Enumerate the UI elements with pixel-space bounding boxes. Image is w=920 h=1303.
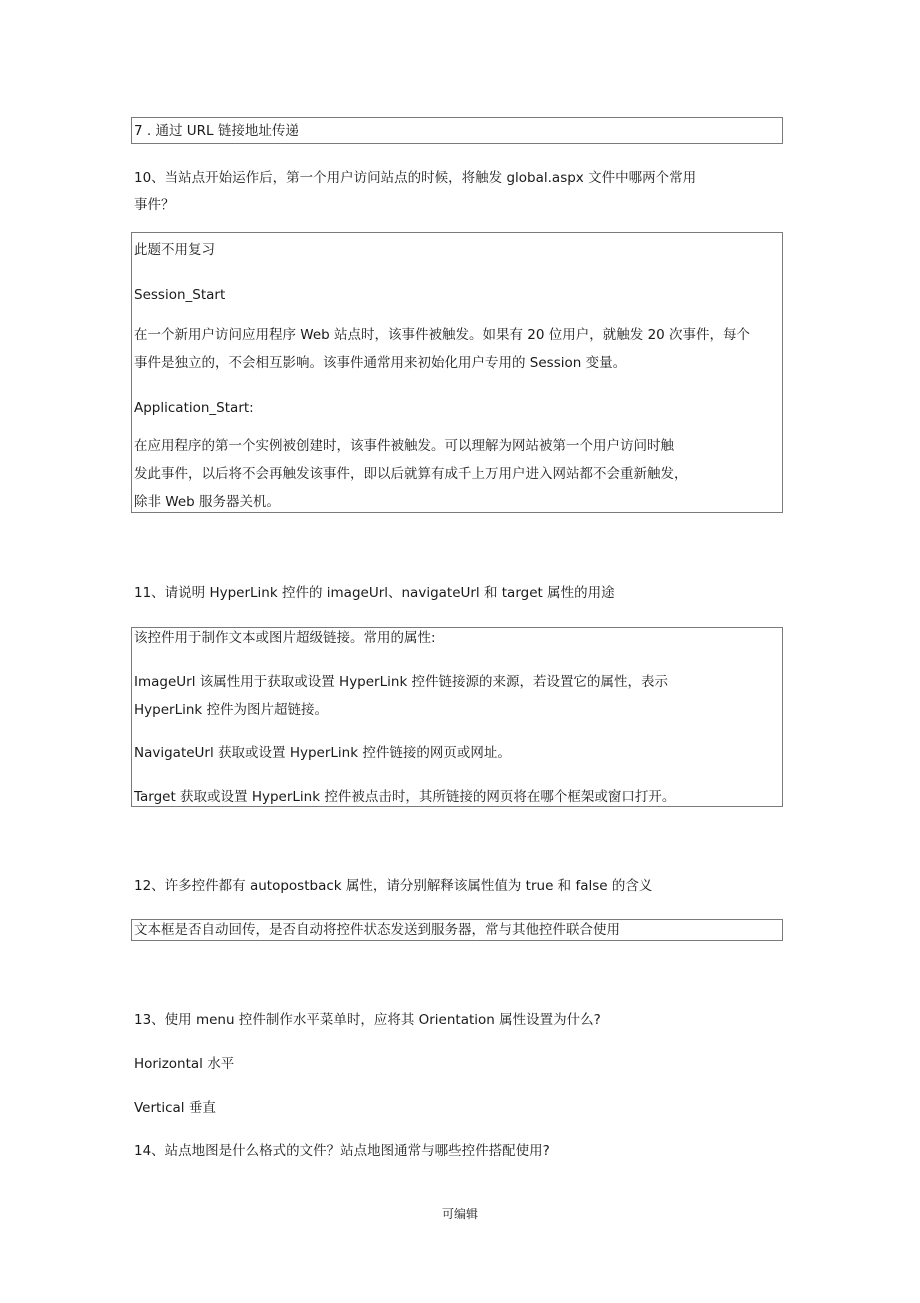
question-14: 14、站点地图是什么格式的文件？站点地图通常与哪些控件搭配使用?	[134, 1143, 550, 1159]
question-10-line2: 事件？	[134, 197, 175, 213]
a10-session-title: Session_Start	[134, 287, 226, 303]
a10-app-desc-3: 除非 Web 服务器关机。	[134, 494, 281, 510]
answer-box-12	[131, 919, 783, 941]
a10-note: 此题不用复习	[134, 242, 215, 258]
a11-navigateurl: NavigateUrl 获取或设置 HyperLink 控件链接的网页或网址。	[134, 745, 511, 761]
box7-text: 7 . 通过 URL 链接地址传递	[134, 123, 299, 139]
question-12: 12、许多控件都有 autopostback 属性，请分别解释该属性值为 true 和 false 的含义	[134, 878, 653, 894]
a11-imageurl-2: HyperLink 控件为图片超链接。	[134, 702, 329, 718]
question-10-line1: 10、当站点开始运作后，第一个用户访问站点的时候，将触发 global.aspx 文件中哪两个常用	[134, 170, 697, 186]
a10-session-desc-1: 在一个新用户访问应用程序 Web 站点时，该事件被触发。如果有 20 位用户，就触发 20 次事件，每个	[134, 327, 751, 343]
a10-app-title: Application_Start:	[134, 400, 254, 416]
a11-imageurl-1: ImageUrl 该属性用于获取或设置 HyperLink 控件链接源的来源，若设置它的属性，表示	[134, 674, 669, 690]
q13-answer-horizontal: Horizontal 水平	[134, 1056, 235, 1072]
question-11: 11、请说明 HyperLink 控件的 imageUrl、navigateUrl 和 target 属性的用途	[134, 585, 615, 601]
answer-box-7	[131, 117, 783, 144]
a11-target: Target 获取或设置 HyperLink 控件被点击时，其所链接的网页将在哪个框架或窗口打开。	[134, 789, 676, 805]
answer-box-10	[131, 232, 783, 513]
answer-box-11	[131, 627, 783, 807]
a10-session-desc-2: 事件是独立的，不会相互影响。该事件通常用来初始化用户专用的 Session 变量。	[134, 355, 627, 371]
a10-app-desc-1: 在应用程序的第一个实例被创建时，该事件被触发。可以理解为网站被第一个用户访问时触	[134, 438, 674, 454]
question-13: 13、使用 menu 控件制作水平菜单时，应将其 Orientation 属性设置为什么?	[134, 1012, 601, 1028]
a11-intro: 该控件用于制作文本或图片超级链接。常用的属性:	[134, 630, 436, 646]
page-footer: 可编辑	[441, 1207, 478, 1221]
a12-text: 文本框是否自动回传，是否自动将控件状态发送到服务器，常与其他控件联合使用	[134, 922, 620, 938]
a10-app-desc-2: 发此事件，以后将不会再触发该事件，即以后就算有成千上万用户进入网站都不会重新触发，	[134, 466, 688, 482]
q13-answer-vertical: Vertical 垂直	[134, 1100, 216, 1116]
